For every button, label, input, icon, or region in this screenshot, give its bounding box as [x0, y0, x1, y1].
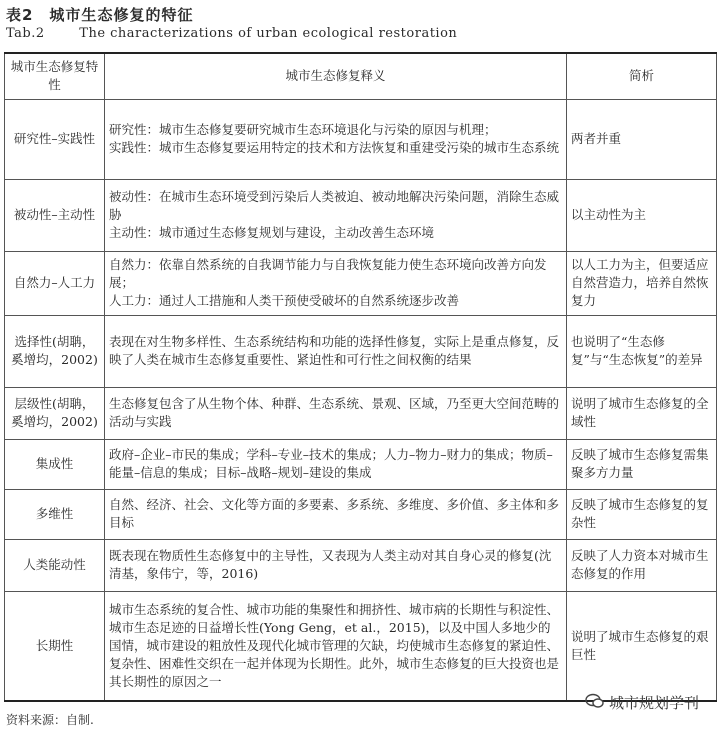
desc-line: 主动性：城市通过生态修复规划与建设，主动改善生态环境	[109, 225, 435, 240]
header-row	[5, 53, 717, 99]
desc-cell	[105, 539, 567, 591]
trait-cell: 多维性	[5, 489, 105, 539]
trait-cell: 被动性–主动性	[5, 179, 105, 251]
desc-line: 自然力：依靠自然系统的自我调节能力与自我恢复能力使生态环境向改善方向发展；	[109, 257, 547, 290]
table-row	[5, 99, 717, 179]
table-row	[5, 315, 717, 387]
desc-line: 城市生态系统的复合性、城市功能的集聚性和拥挤性、城市病的长期性与积淀性、城市生态足迹的日益增长性(Yong Geng，et al.，2015)，以及中国人多地少的国情，城市建设的粗放性及现代化城市管理的欠缺，均使城市生态修复的紧迫性、复杂性、困难性交织在一起并体现为长期性。此外，城市生态修复的巨大投资也是其长期性的原因之一	[109, 601, 560, 689]
note-cell: 反映了城市生态修复需集聚多方力量	[567, 439, 717, 489]
trait-cell: 人类能动性	[5, 539, 105, 591]
desc-line: 实践性：城市生态修复要运用特定的技术和方法恢复和重建受污染的城市生态系统	[109, 140, 560, 155]
watermark-text: 城市规划学刊	[608, 694, 699, 712]
desc-cell	[105, 489, 567, 539]
header-desc: 城市生态修复释义	[105, 53, 567, 99]
note-cell: 反映了人力资本对城市生态修复的作用	[567, 539, 717, 591]
note-cell: 以主动性为主	[567, 179, 717, 251]
table-caption-cn: 表2 城市生态修复的特征	[6, 6, 194, 24]
table-title-en: The characterizations of urban ecological restoration	[79, 26, 458, 41]
desc-cell	[105, 251, 567, 315]
desc-line: 生态修复包含了从生物个体、种群、生态系统、景观、区域，乃至更大空间范畴的活动与实践	[109, 396, 560, 429]
wechat-logo-icon	[585, 693, 605, 713]
note-cell: 也说明了“生态修复”与“生态恢复”的差异	[567, 315, 717, 387]
desc-cell	[105, 179, 567, 251]
note-cell: 两者并重	[567, 99, 717, 179]
note-cell: 以人工力为主，但要适应自然营造力，培养自然恢复力	[567, 251, 717, 315]
desc-line: 被动性：在城市生态环境受到污染后人类被迫、被动地解决污染问题，消除生态威胁	[109, 189, 560, 222]
note-cell: 反映了城市生态修复的复杂性	[567, 489, 717, 539]
header-note: 简析	[567, 53, 717, 99]
desc-cell	[105, 591, 567, 701]
desc-line: 既表现在物质性生态修复中的主导性，又表现为人类主动对其自身心灵的修复(沈清基，象伟宁，等，2016)	[109, 548, 552, 581]
desc-line: 研究性：城市生态修复要研究城市生态环境退化与污染的原因与机理；	[109, 122, 497, 137]
desc-cell	[105, 99, 567, 179]
trait-cell: 集成性	[5, 439, 105, 489]
header-trait: 城市生态修复特性	[5, 53, 105, 99]
table-row	[5, 179, 717, 251]
table-row	[5, 489, 717, 539]
desc-line: 表现在对生物多样性、生态系统结构和功能的选择性修复，实际上是重点修复，反映了人类在城市生态修复重要性、紧迫性和可行性之间权衡的结果	[109, 334, 560, 367]
desc-cell	[105, 387, 567, 439]
note-cell: 说明了城市生态修复的全域性	[567, 387, 717, 439]
table-row	[5, 251, 717, 315]
table-row	[5, 387, 717, 439]
table-number-en: Tab.2	[6, 26, 45, 41]
table-row	[5, 591, 717, 701]
table-row	[5, 539, 717, 591]
characteristics-table	[4, 52, 717, 702]
trait-cell: 自然力–人工力	[5, 251, 105, 315]
watermark	[585, 692, 699, 713]
trait-cell: 长期性	[5, 591, 105, 701]
source-note: 资料来源：自制.	[6, 713, 94, 727]
desc-cell	[105, 439, 567, 489]
table-row	[5, 439, 717, 489]
table-caption-en	[6, 26, 457, 41]
trait-cell: 层级性(胡聃，奚增均，2002)	[5, 387, 105, 439]
desc-line: 政府–企业–市民的集成；学科–专业–技术的集成；人力–物力–财力的集成；物质–能量–信息的集成；目标–战略–规划–建设的集成	[109, 447, 553, 480]
desc-line: 人工力：通过人工措施和人类干预使受破坏的自然系统逐步改善	[109, 293, 460, 308]
note-cell: 说明了城市生态修复的艰巨性	[567, 591, 717, 701]
trait-cell: 研究性–实践性	[5, 99, 105, 179]
trait-cell: 选择性(胡聃，奚增均，2002)	[5, 315, 105, 387]
desc-cell	[105, 315, 567, 387]
desc-line: 自然、经济、社会、文化等方面的多要素、多系统、多维度、多价值、多主体和多目标	[109, 497, 560, 530]
